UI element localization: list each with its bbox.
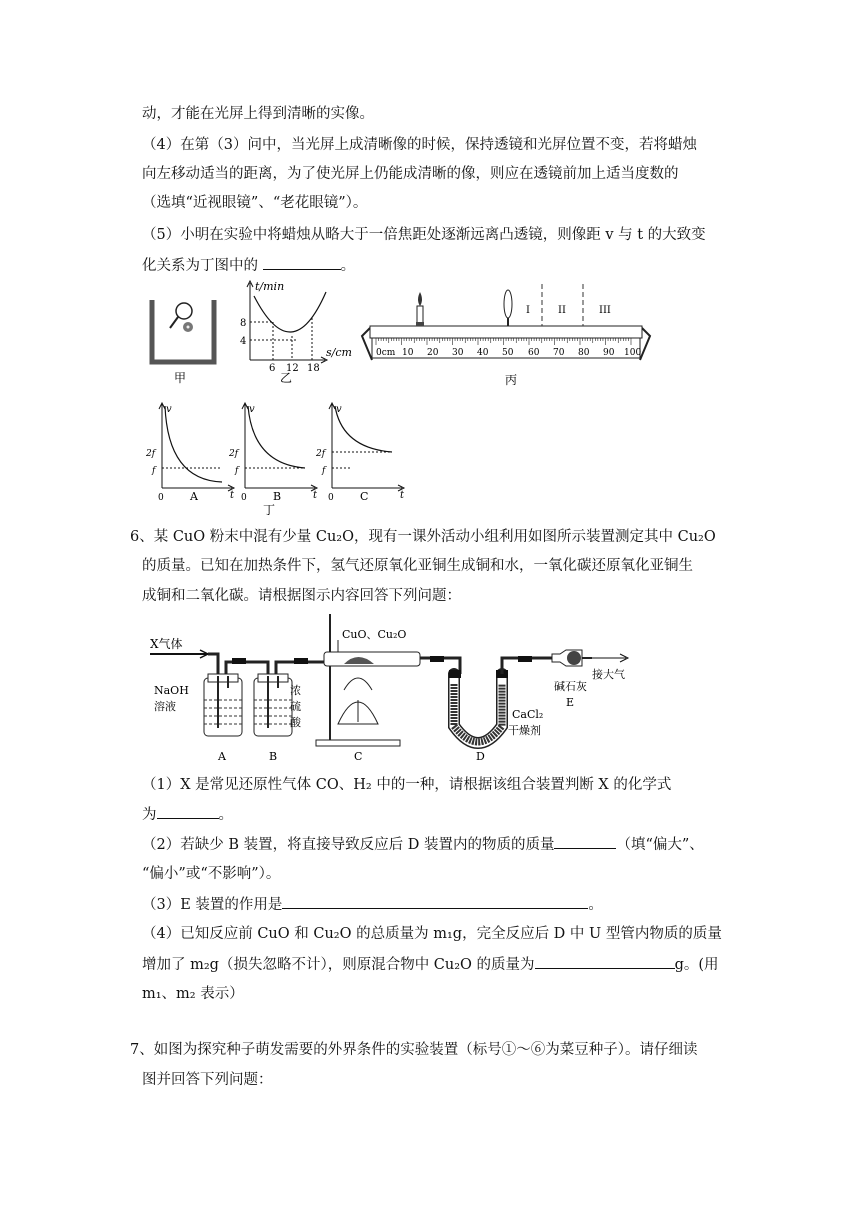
text-fragment: 为 xyxy=(142,807,157,823)
cacl-label: CaCl₂ xyxy=(512,708,544,721)
origin-label: 0 xyxy=(241,493,247,503)
acid-label: 硫 xyxy=(290,700,301,713)
2f-label: 2f xyxy=(146,449,156,459)
ding-graph-b xyxy=(228,403,318,503)
f-label: f xyxy=(152,466,156,476)
subquestion-4-line xyxy=(142,954,719,975)
subquestion-1: （1）X 是常见还原性气体 CO、H₂ 中的一种，请根据该组合装置判断 X 的化学式 xyxy=(142,777,672,793)
subquestion-4: （4）已知反应前 CuO 和 Cu₂O 的总质量为 m₁g，完全反应后 D 中 U 型管内物质的质量 xyxy=(142,926,722,942)
text-fragment: g。(用 xyxy=(674,957,719,973)
text-fragment: （3）E 装置的作用是 xyxy=(142,897,283,913)
ruler-label: 70 xyxy=(553,348,565,358)
text-fragment: 。 xyxy=(340,258,356,274)
yi-graph xyxy=(240,280,352,385)
v-axis-label: v xyxy=(166,404,172,415)
text-fragment: 化关系为丁图中的 xyxy=(142,258,263,274)
x-gas-label: X气体 xyxy=(150,637,183,651)
answer-blank[interactable] xyxy=(157,804,219,819)
yi-label: 乙 xyxy=(280,371,293,385)
text-fragment: （填“偏大”、 xyxy=(616,837,704,853)
ding-graph-a xyxy=(145,403,235,503)
ruler-label: 100 xyxy=(624,348,642,358)
y-tick: 4 xyxy=(240,336,247,347)
region-label: III xyxy=(599,305,611,316)
ruler-label: 20 xyxy=(427,348,439,358)
ruler-label: 10 xyxy=(402,348,414,358)
question-7-line: 图并回答下列问题： xyxy=(142,1072,273,1088)
ruler-label: 40 xyxy=(477,348,489,358)
ding-label: 丁 xyxy=(263,503,276,517)
region-label: I xyxy=(526,305,530,316)
graph-name: A xyxy=(190,490,198,503)
text-fragment: 。 xyxy=(218,807,233,823)
x-tick: 18 xyxy=(307,363,320,374)
label-c: C xyxy=(354,750,363,763)
question-6-line: 的质量。已知在加热条件下，氢气还原氧化亚铜生成铜和水，一氧化碳还原氧化亚铜生 xyxy=(142,558,693,574)
optics-figure xyxy=(140,278,660,518)
t-axis-label: t/min xyxy=(255,280,285,293)
text-line: 动，才能在光屏上得到清晰的实像。 xyxy=(142,106,374,122)
text-line xyxy=(142,255,355,276)
text-fragment: 。 xyxy=(588,897,603,913)
ding-graph-c xyxy=(315,403,405,503)
ruler-label: 50 xyxy=(502,348,514,358)
text-line: （选填“近视眼镜”、“老花眼镜”）。 xyxy=(142,195,368,211)
subquestion-4-line: m₁、m₂ 表示） xyxy=(142,986,244,1002)
answer-blank[interactable] xyxy=(535,954,675,969)
ruler-label: 0cm xyxy=(376,348,396,358)
graph-name: C xyxy=(360,490,369,503)
subquestion-2-line: “偏小”或“不影响”）。 xyxy=(142,866,281,882)
f-label: f xyxy=(235,466,239,476)
question-7-line: 7、如图为探究种子萌发需要的外界条件的实验装置（标号①～⑥为菜豆种子）。请仔细读 xyxy=(130,1042,698,1058)
question-6-line: 成铜和二氧化碳。请根据图示内容回答下列问题： xyxy=(142,588,461,604)
t-axis-label: t xyxy=(400,490,405,501)
apparatus-figure xyxy=(148,614,668,766)
optical-bench xyxy=(362,284,650,387)
reactants-label: CuO、Cu₂O xyxy=(342,628,407,641)
ruler-label: 30 xyxy=(452,348,464,358)
soda-lime-label: 碱石灰 xyxy=(554,680,587,693)
label-d: D xyxy=(476,750,485,763)
f-label: f xyxy=(322,466,326,476)
label-b: B xyxy=(269,750,278,763)
subquestion-2 xyxy=(142,834,704,855)
vent-label: 接大气 xyxy=(592,668,625,681)
label-a: A xyxy=(218,750,226,763)
jia-figure xyxy=(152,300,214,385)
v-axis-label: v xyxy=(336,404,342,415)
2f-label: 2f xyxy=(229,449,239,459)
acid-label: 酸 xyxy=(290,716,301,729)
y-tick: 8 xyxy=(240,318,247,329)
answer-blank[interactable] xyxy=(263,255,341,270)
x-tick: 12 xyxy=(286,363,299,374)
naoh-label: NaOH xyxy=(154,684,189,697)
v-axis-label: v xyxy=(249,404,255,415)
cacl-label: 干燥剂 xyxy=(508,724,541,737)
t-axis-label: t xyxy=(313,490,318,501)
text-line: 向左移动适当的距离，为了使光屏上仍能成清晰的像，则应在透镜前加上适当度数的 xyxy=(142,166,679,182)
text-line: （5）小明在实验中将蜡烛从略大于一倍焦距处逐渐远离凸透镜，则像距 v 与 t 的大致变 xyxy=(142,227,706,243)
question-6-line: 6、某 CuO 粉末中混有少量 Cu₂O，现有一课外活动小组利用如图所示装置测定其中 Cu₂O xyxy=(130,529,716,545)
bing-label: 丙 xyxy=(505,373,518,387)
2f-label: 2f xyxy=(316,449,326,459)
ruler-label: 60 xyxy=(528,348,540,358)
subquestion-3 xyxy=(142,894,603,915)
s-axis-label: s/cm xyxy=(326,346,352,359)
naoh-label: 溶液 xyxy=(154,700,176,713)
ruler-label: 80 xyxy=(578,348,590,358)
region-label: II xyxy=(558,305,566,316)
text-fragment: 增加了 m₂g（损失忽略不计），则原混合物中 Cu₂O 的质量为 xyxy=(142,957,535,973)
jia-label: 甲 xyxy=(174,371,187,385)
subquestion-1-line xyxy=(142,804,233,825)
answer-blank[interactable] xyxy=(554,834,616,849)
text-line: （4）在第（3）问中，当光屏上成清晰像的时候，保持透镜和光屏位置不变，若将蜡烛 xyxy=(142,137,697,153)
ruler-label: 90 xyxy=(603,348,615,358)
answer-blank[interactable] xyxy=(282,894,588,909)
graph-name: B xyxy=(273,490,282,503)
origin-label: 0 xyxy=(328,493,334,503)
label-e: E xyxy=(566,696,575,709)
acid-label: 浓 xyxy=(290,684,301,697)
text-fragment: （2）若缺少 B 装置，将直接导致反应后 D 装置内的物质的质量 xyxy=(142,837,555,853)
origin-label: 0 xyxy=(158,493,164,503)
t-axis-label: t xyxy=(230,490,235,501)
x-tick: 6 xyxy=(269,363,276,374)
